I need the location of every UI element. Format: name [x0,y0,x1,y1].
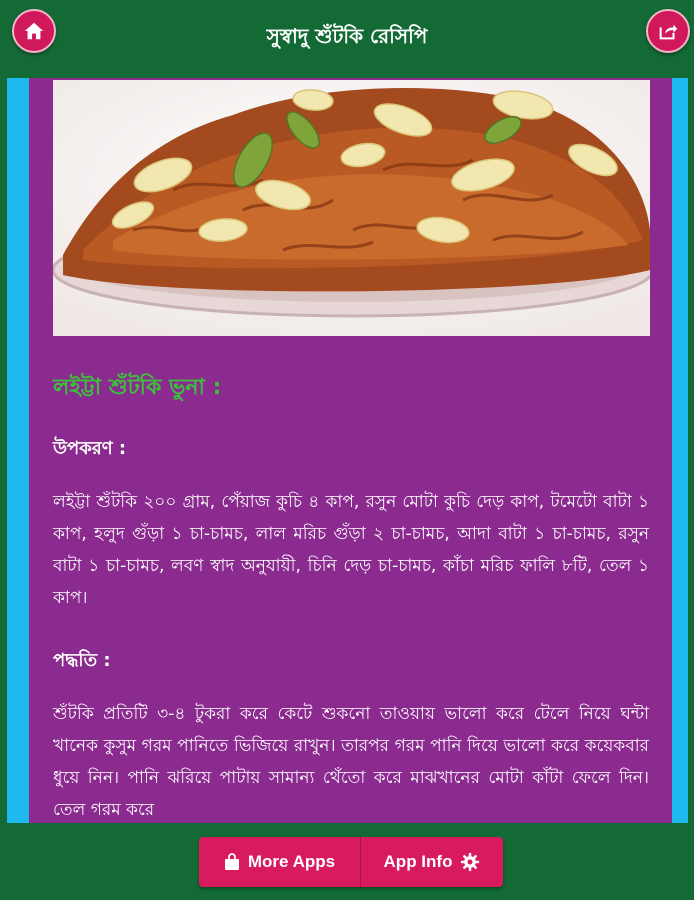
ingredients-heading: উপকরণ : [53,438,127,459]
home-button[interactable] [12,9,56,53]
footer-bar [0,823,694,900]
footer-button-group [199,837,503,887]
method-heading: পদ্ধতি : [53,650,111,671]
dish-photo [53,80,650,336]
left-edge [0,78,7,823]
right-stripe [672,78,688,823]
article-content[interactable] [29,78,672,823]
share-button[interactable] [646,9,690,53]
home-icon [23,20,45,42]
ingredients-text: লইট্টা শুঁটকি ২০০ গ্রাম, পেঁয়াজ কুচি ৪ কাপ, রসুন মোটা কুচি দেড় কাপ, টমেটো বাটা ১ কাপ, হলুদ গুঁড়া ১ চা-চামচ, লাল মরিচ গুঁড়া ২ চা-চামচ, আদা বাটা ১ চা-চামচ, রসুন বাটা ১ চা-চামচ, লবণ স্বাদ অনুযায়ী, চিনি দেড় চা-চামচ, কাঁচা মরিচ ফালি ৮টি, তেল ১ কাপ। [53,492,649,608]
app-info-label: App Info [383,852,453,871]
right-edge [688,78,694,823]
shopping-bag-icon [224,853,240,871]
page-title: সুস্বাদু শুঁটকি রেসিপি [266,24,428,48]
recipe-title: লইট্টা শুঁটকি ভুনা : [53,375,222,400]
more-apps-label: More Apps [247,852,336,871]
gear-icon [460,852,480,872]
app-info-button[interactable] [361,837,503,887]
more-apps-button[interactable] [199,837,361,887]
method-text: শুঁটকি প্রতিটি ৩-৪ টুকরা করে কেটে শুকনো তাওয়ায় ভালো করে টেলে নিয়ে ঘন্টা খানেক কুসুম গরম পানিতে ভিজিয়ে রাখুন। তারপর গরম পানি দিয়ে ভালো করে কয়েকবার ধুয়ে নিন। পানি ঝরিয়ে পাটায় সামান্য থেঁতো করে মাঝখানের মোটা কাঁটা ফেলে দিন। তেল গরম করে [53,704,649,820]
app-header [0,0,694,78]
share-icon [657,20,679,42]
left-stripe [7,78,29,823]
